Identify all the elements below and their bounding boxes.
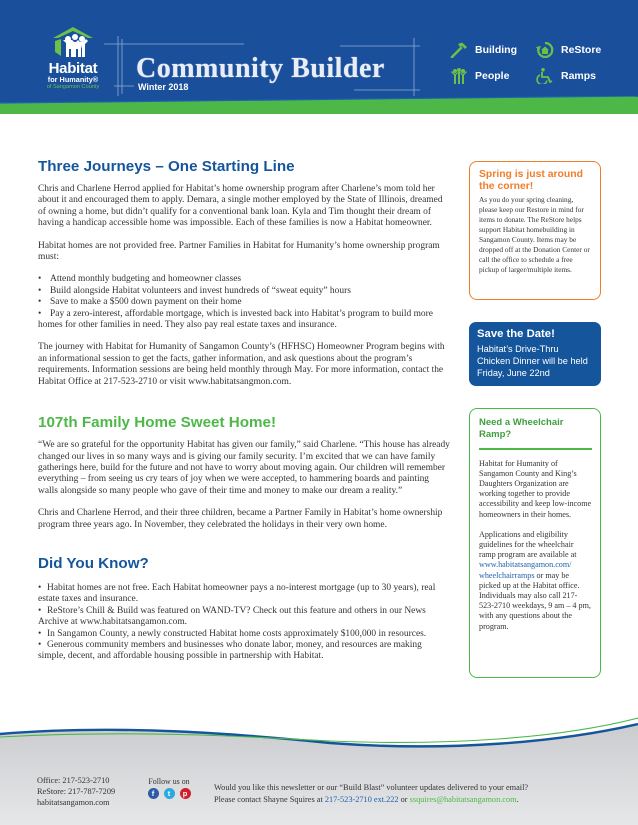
- article-paragraph: The journey with Habitat for Humanity of Sangamon County’s (HFHSC) Homeowner Program begins with an informational session to get the facts, gather information, and ask questions about the program’s requirements. Information sessions are being held monthly through May. For more information, contact the Habitat Office at 217-523-2710 or visit www.habitatsangmon.com.: [38, 342, 445, 387]
- pillar-ramps[interactable]: Ramps: [536, 68, 596, 84]
- newsletter-title: Community Builder: [136, 53, 385, 84]
- footer-background: [0, 712, 638, 825]
- article-title: Three Journeys – One Starting Line: [38, 158, 295, 175]
- logo-county: of Sangamon County: [46, 84, 100, 90]
- list-item: • Habitat homes are not free. Each Habitat homeowner pays a no-interest mortgage (up to 30 years), real estate taxes and insurance.: [38, 582, 436, 605]
- email-link[interactable]: ssquires@habitatsangamon.com: [409, 794, 517, 804]
- habitat-logo[interactable]: [44, 26, 102, 91]
- callout-body: As you do your spring cleaning, please keep our Restore in mind for items to donate. The ReStore helps support Habitat homebuilding in Sangamon County. Items may be dropped off at the Donation Center or call the office to schedule a free pickup of larger/multiple items.: [479, 195, 590, 275]
- article-paragraph: “We are so grateful for the opportunity Habitat has given our family,” said Charlene. “This house has already changed our lives in so many ways and is giving our family security. I’m excited that we can have family gatherings here, build for the future and not have to worry about moving again. Our children will remember everything – from seeing us cry tears of joy when we were accepted, to hammering boards and painting walls alongside so many people who gave of their time and money to make our dream a reality.”: [38, 440, 450, 496]
- callout-title: Spring is just around the corner!: [479, 169, 583, 192]
- phone-extension-link[interactable]: 217-523-2710 ext.222: [324, 794, 399, 804]
- list-item: • ReStore’s Chill & Build was featured on WAND-TV? Check out this feature and others in our News Archive at www.habitatsangamon.com.: [38, 605, 426, 628]
- list-item: • Build alongside Habitat volunteers and invest hundreds of “sweat equity” hours: [38, 285, 351, 296]
- hammer-icon: [450, 42, 468, 58]
- social-follow: [144, 777, 194, 799]
- logo-wordmark: Habitat: [48, 60, 98, 77]
- facts-list: [38, 583, 450, 663]
- callout-body: Applications and eligibility guidelines for the wheelchair ramp program are available at www.habitatsangamon.com/ wheelchairramps or may be picked up at the Habitat office. Individuals may also call 217-523-2710 weekdays, 9 am – 4 pm, with any questions about the program.: [479, 529, 591, 631]
- wheelchair-ramp-callout: [469, 408, 601, 678]
- callout-body: Habitat’s Drive-Thru Chicken Dinner will be held Friday, June 22nd: [477, 344, 588, 378]
- callout-title: Need a Wheelchair Ramp?: [479, 417, 564, 440]
- callout-title: Save the Date!: [477, 328, 555, 340]
- pillar-people[interactable]: People: [450, 68, 509, 84]
- list-item: • In Sangamon County, a newly constructed Habitat home costs approximately $100,000 in resources.: [38, 628, 427, 639]
- callout-body: Habitat for Humanity of Sangamon County and King’s Daughters Organization are working together to provide accessibility and keep low-income homeowners in their homes.: [479, 458, 592, 519]
- follow-label: Follow us on: [148, 777, 190, 786]
- pillar-building[interactable]: Building: [450, 42, 517, 58]
- article-three-journeys: [38, 158, 450, 388]
- list-item: • Attend monthly budgeting and homeowner classes: [38, 274, 242, 285]
- main-column: [38, 158, 450, 663]
- website-link[interactable]: habitatsangamon.com: [37, 798, 110, 807]
- spring-restore-callout: [469, 161, 601, 300]
- masthead: [0, 0, 638, 114]
- article-did-you-know: [38, 555, 450, 663]
- article-paragraph: Habitat homes are not provided free. Partner Families in Habitat for Humanity’s home ownership program must:: [38, 240, 440, 263]
- footer: [0, 712, 638, 825]
- article-title: Did You Know?: [38, 554, 149, 572]
- article-paragraph: Chris and Charlene Herrod, and their three children, became a Partner Family in Habitat’s home ownership program three years ago. In November, they celebrated the holidays in their very own home.: [38, 508, 443, 530]
- list-item: • Save to make a $500 down payment on their home: [38, 297, 242, 308]
- newsletter-signup-text: Would you like this newsletter or our “Build Blast” volunteer updates delivered to your email? Please contact Shayne Squires at 217-523-2710 ext.222 or ssquires@habitatsangamon.com.: [214, 783, 529, 804]
- recycle-house-icon: [536, 42, 554, 58]
- article-title: 107th Family Home Sweet Home!: [38, 414, 277, 432]
- office-phone: Office: 217-523-2710: [37, 776, 110, 785]
- restore-phone: ReStore: 217-787-7209: [37, 787, 116, 796]
- pillar-restore[interactable]: ReStore: [536, 42, 601, 58]
- twitter-icon[interactable]: t: [164, 788, 175, 799]
- edition-label: Winter 2018: [138, 82, 189, 92]
- pinterest-icon[interactable]: p: [180, 788, 191, 799]
- habitat-house-people-icon: [52, 26, 94, 60]
- people-icon: [450, 68, 468, 84]
- article-paragraph: Chris and Charlene Herrod applied for Habitat’s home ownership program after Charlene’s mom told her about it and encouraged them to apply. Demara, a single mother employed by the State of Illinois, dreamed of owning a home, but didn’t qualify for a conventional bank loan. Kyla and Tim thought their dream of having a handicap accessible home was impossible. Each of these families is now a Habitat homeowner.: [38, 184, 443, 229]
- callout-divider: [479, 448, 592, 450]
- list-item: • Pay a zero-interest, affordable mortgage, which is invested back into Habitat’s program to build more homes for other families in need. They also pay real estate taxes and insurance.: [38, 308, 433, 331]
- facebook-icon[interactable]: f: [148, 788, 159, 799]
- list-item: • Generous community members and businesses who donate labor, money, and resources are making simple, decent, and affordable housing possible in partnership with Habitat.: [38, 639, 422, 662]
- requirements-list: [38, 274, 450, 331]
- program-pillars: [448, 42, 618, 92]
- article-107th-family: [38, 414, 450, 531]
- wheelchair-ramps-link[interactable]: www.habitatsangamon.com/ wheelchairramps: [479, 560, 572, 580]
- wheelchair-icon: [536, 68, 554, 84]
- logo-tagline: for Humanity®: [47, 75, 99, 84]
- contact-info: [37, 775, 115, 808]
- save-the-date-callout: [469, 322, 601, 386]
- header-green-stripe: [0, 96, 638, 114]
